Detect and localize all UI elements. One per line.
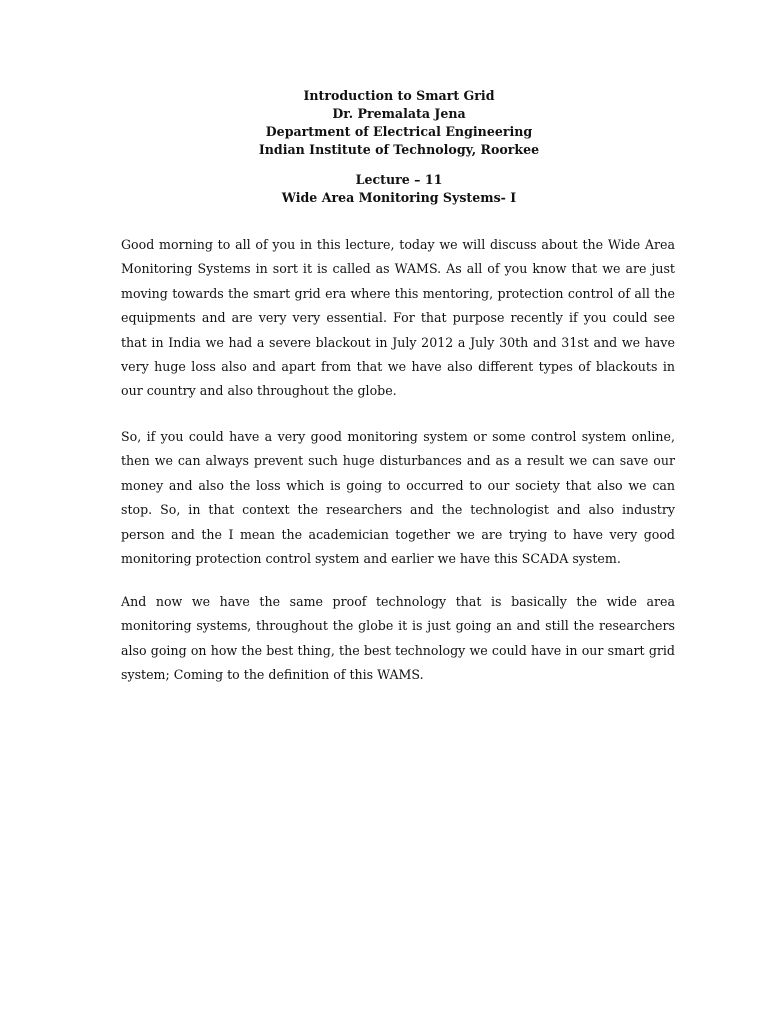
course-title: Introduction to Smart Grid (303, 88, 495, 103)
document-header (0, 87, 768, 159)
lecture-heading (0, 171, 768, 207)
department-name: Department of Electrical Engineering (265, 124, 533, 139)
instructor-name: Dr. Premalata Jena (332, 106, 466, 121)
paragraph-2: So, if you could have a very good monitoring system or some control system online, then we can always prevent such huge disturbances and as a result we can save our money and also the loss which is going to occurred to our society that also we can stop. So, in that context the researchers and the technologist and also industry person and the I mean the academician together we are trying to have very good monitoring protection control system and earlier we have this SCADA system. (121, 429, 675, 567)
lecture-title: Wide Area Monitoring Systems- I (281, 190, 517, 205)
institute-name: Indian Institute of Technology, Roorkee (258, 142, 540, 157)
lecture-number: Lecture – 11 (355, 172, 443, 187)
paragraph-3: And now we have the same proof technology that is basically the wide area monitoring systems, throughout the globe it is just going an and still the researchers also going on how the best thing, the best technology we could have in our smart grid system; Coming to the definition of this WAMS. (121, 594, 675, 683)
paragraph-1: Good morning to all of you in this lecture, today we will discuss about the Wide Area Monitoring Systems in sort it is called as WAMS. As all of you know that we are just moving towards the smart grid era where this mentoring, protection control of all the equipments and are very very essential. For that purpose recently if you could see that in India we had a severe blackout in July 2012 a July 30th and 31st and we have very huge loss also and apart from that we have also different types of blackouts in our country and also throughout the globe. (121, 237, 675, 399)
